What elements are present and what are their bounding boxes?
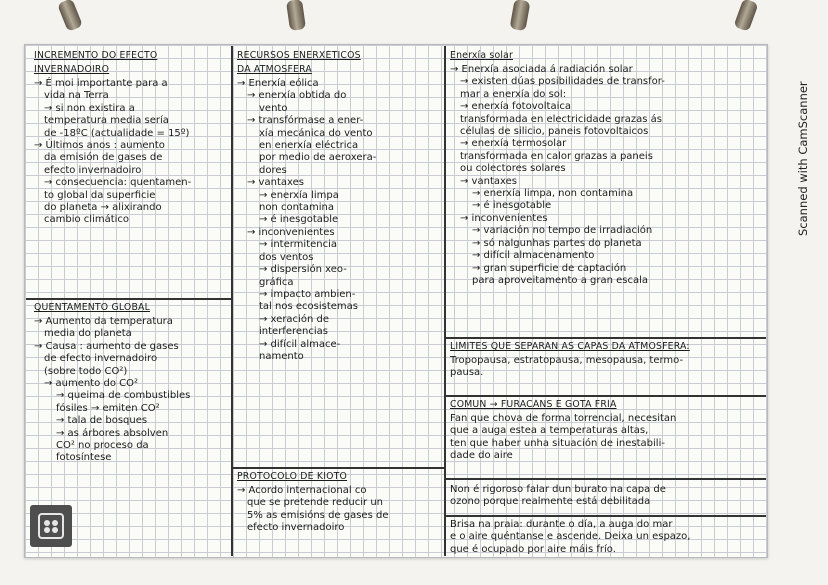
note-line: → variación no tempo de irradiación — [472, 225, 653, 237]
note-line: → é inesgotable — [259, 214, 339, 226]
note-line: gráfica — [259, 276, 294, 288]
note-line: en enerxía eléctrica — [259, 140, 359, 152]
note-line: → vantaxes — [247, 177, 304, 189]
section-title: INCREMENTO DO EFECTO — [34, 50, 158, 61]
note-line: → Acordo internacional co — [237, 485, 367, 496]
section-divider — [445, 515, 766, 517]
section-capa-ozono — [450, 484, 764, 514]
section-title: PROTOCOLO DE KIOTO — [237, 471, 348, 482]
note-line: → É moi importante para a — [34, 78, 168, 89]
note-line: → aumento do CO² — [44, 378, 138, 390]
note-line: → tala de bosques — [56, 415, 148, 427]
binder-ring — [57, 0, 83, 32]
section-divider — [232, 467, 444, 469]
note-line: Fan que chova de forma torrencial, necesitan — [450, 413, 677, 424]
section-title: Enerxía solar — [450, 50, 514, 61]
note-line: → difícil almace- — [259, 338, 341, 350]
note-line: media do planeta — [44, 328, 132, 340]
binder-ring — [286, 0, 306, 31]
note-line: ozono porque realmente está debilitada — [450, 496, 651, 508]
note-line: → enerxía limpa — [259, 189, 339, 201]
note-line: que a auga estea a temperaturas altas, — [450, 425, 649, 437]
note-line: → existen dúas posibilidades de transfor- — [460, 76, 665, 88]
section-limites-capas — [450, 341, 764, 393]
note-line: to global da superficie — [44, 189, 156, 201]
section-furacans-gota-fria — [450, 399, 764, 477]
note-line: → Causa : aumento de gases — [34, 340, 179, 352]
note-line: → queima de combustibles — [56, 390, 191, 402]
note-line: efecto invernadoiro — [247, 522, 345, 534]
note-line: → intermitencia — [259, 239, 338, 251]
note-line: fotosíntese — [56, 452, 112, 464]
section-efecto-invernadoiro — [34, 50, 228, 296]
section-divider — [445, 395, 766, 397]
section-recursos-enerxeticos — [237, 50, 442, 465]
note-lines — [450, 355, 764, 380]
note-line: dores — [259, 164, 287, 176]
note-line: efecto invernadoiro — [44, 164, 142, 176]
note-line: → consecuencia: quentamen- — [44, 177, 192, 189]
note-line: → transfórmase a ener- — [247, 115, 364, 127]
note-line: non contamina — [259, 202, 334, 214]
note-line: transformada en electricidade grazas ás — [460, 113, 662, 125]
note-line: vida na Terra — [44, 90, 109, 102]
camscanner-logo-icon — [36, 511, 66, 541]
note-lines — [450, 484, 764, 509]
note-line: → Aumento da temperatura — [34, 316, 173, 327]
note-line: → inconvenientes — [247, 226, 335, 238]
note-line: → enerxía limpa, non contamina — [472, 188, 634, 200]
note-lines — [450, 413, 764, 463]
note-line: 5% as emisións de gases de — [247, 509, 389, 521]
note-line: de -18ºC (actualidade = 15º) — [44, 127, 190, 139]
note-line: para aproveitamento a gran escala — [472, 274, 649, 286]
section-title: QUENTAMENTO GLOBAL — [34, 302, 150, 313]
note-line: da emisión de gases de — [44, 152, 163, 164]
section-title: INVERNADOIRO — [34, 64, 110, 75]
note-line: Non é rigoroso falar dun burato na capa de — [450, 484, 666, 495]
note-line: → inconvenientes — [460, 212, 548, 224]
note-line: cambio climático — [44, 214, 130, 226]
note-lines — [34, 78, 228, 227]
note-line: interferencias — [259, 326, 328, 338]
note-line: dos ventos — [259, 251, 314, 263]
note-line: de efecto invernadoiro — [44, 353, 158, 365]
note-line: vento — [259, 102, 288, 114]
note-line: dade do aire — [450, 450, 513, 462]
note-line: mar a enerxía do sol: — [460, 88, 567, 100]
note-line: → gran superficie de captación — [472, 262, 627, 274]
note-line: do planeta → alixirando — [44, 202, 162, 214]
section-title: RECURSOS ENERXÉTICOS — [237, 50, 361, 61]
note-line: → dispersión xeo- — [259, 264, 347, 276]
section-quentamento-global — [34, 302, 228, 502]
note-line: → difícil almacenamento — [472, 250, 595, 262]
section-divider — [26, 298, 231, 300]
note-line: → as árbores absolven — [56, 427, 169, 439]
note-line: → si non existira a — [44, 102, 135, 114]
note-line: células de silicio, paneis fotovoltaicos — [460, 126, 649, 138]
note-lines — [450, 519, 764, 556]
note-line: → vantaxes — [460, 175, 517, 187]
section-title: LÍMITES QUE SEPARAN AS CAPAS DA ATMOSFERA: — [450, 341, 690, 352]
note-line: e o aire quéntanse e ascende. Deixa un espazo, — [450, 531, 691, 543]
note-line: Brisa na praia: durante o día, a auga do mar — [450, 519, 673, 530]
note-line: pausa. — [450, 367, 484, 379]
note-line: → é inesgotable — [472, 200, 552, 212]
note-line: Tropopausa, estratopausa, mesopausa, termo- — [450, 355, 684, 366]
section-brisa-praia — [450, 519, 764, 557]
note-line: ou colectores solares — [460, 163, 566, 175]
note-line: que é ocupado por aire máis frío. — [450, 543, 616, 555]
note-line: → xeración de — [259, 313, 329, 325]
scanner-watermark: Scanned with CamScanner — [796, 81, 810, 237]
note-line: → enerxía obtida do — [247, 90, 347, 102]
section-enerxia-solar — [450, 50, 764, 336]
note-line: → enerxía fotovoltaica — [460, 101, 571, 113]
binder-ring — [510, 0, 531, 31]
note-line: fósiles → emiten CO² — [56, 402, 160, 414]
column-divider — [231, 46, 233, 556]
note-lines — [237, 78, 442, 363]
note-lines — [34, 316, 228, 465]
note-line: namento — [259, 350, 304, 362]
note-line: CO² no proceso da — [56, 440, 149, 452]
note-line: transformada en calor grazas a paneis — [460, 150, 653, 162]
note-line: ten que haber unha situación de inestabili- — [450, 437, 665, 449]
note-line: → Últimos anos : aumento — [34, 140, 165, 152]
note-line: temperatura media sería — [44, 115, 169, 127]
camscanner-logo — [30, 505, 72, 547]
section-title: COMÚN → FURACÁNS E GOTA FRÍA — [450, 399, 617, 410]
note-line: que se pretende reducir un — [247, 497, 384, 509]
note-lines — [237, 485, 442, 535]
note-line: xía mecánica do vento — [259, 127, 373, 139]
note-line: → impacto ambien- — [259, 288, 356, 300]
section-title: DA ATMOSFERA — [237, 64, 312, 75]
note-line: → Enerxía asociada á radiación solar — [450, 64, 633, 75]
section-divider — [445, 337, 766, 339]
column-divider — [444, 46, 446, 556]
note-line: por medio de aeroxera- — [259, 152, 377, 164]
binder-ring — [733, 0, 758, 32]
note-line: → enerxía termosolar — [460, 138, 567, 150]
section-protocolo-kioto — [237, 471, 442, 555]
note-line: → Enerxía eólica — [237, 78, 319, 89]
note-line: (sobre todo CO²) — [44, 365, 128, 377]
section-divider — [445, 478, 766, 480]
note-line: → só nalgunhas partes do planeta — [472, 237, 642, 249]
note-lines — [450, 64, 764, 287]
note-line: tal nos ecosistemas — [259, 301, 358, 313]
